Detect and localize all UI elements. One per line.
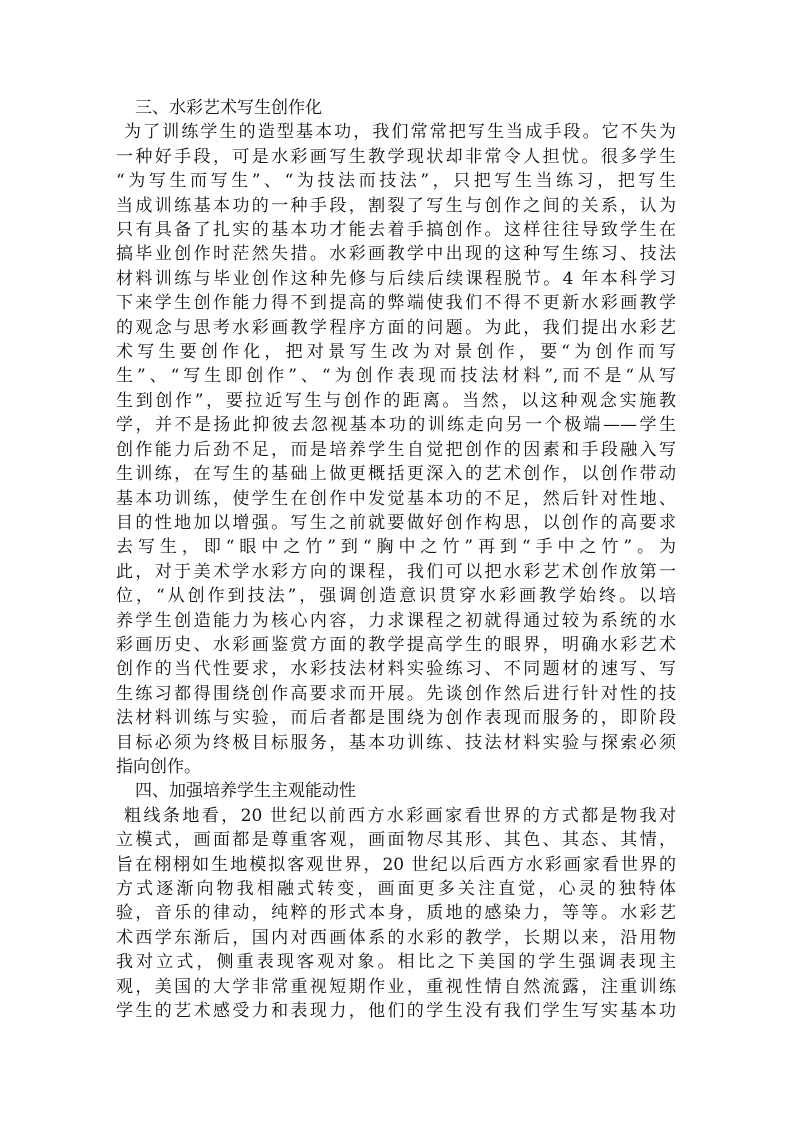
paragraph-line: 的观念与思考水彩画教学程序方面的问题。为此，我们提出水彩艺 (116, 317, 676, 338)
paragraph-line: 方式逐渐向物我相融式转变，画面更多关注直觉，心灵的独特体 (116, 879, 676, 899)
paragraph-line: 为了训练学生的造型基本功，我们常常把写生当成手段。它不失为 (124, 122, 676, 143)
paragraph-line: “为写生而写生”、“为技法而技法”，只把写生当练习，把写生 (116, 171, 676, 192)
paragraph-line: 法材料训练与实验，而后者都是围绕为创作表现而服务的，即阶段 (116, 708, 676, 729)
paragraph-line: 搞毕业创作时茫然失措。水彩画教学中出现的这种写生练习、技法 (116, 244, 676, 265)
paragraph-line: 学生的艺术感受力和表现力，他们的学生没有我们学生写实基本功 (116, 1001, 676, 1022)
paragraph-line: 生练习都得围绕创作高要求而开展。先谈创作然后进行针对性的技 (116, 683, 676, 704)
paragraph-line: 目标必须为终极目标服务，基本功训练、技法材料实验与探索必须 (116, 732, 676, 753)
document-page (116, 96, 676, 1023)
paragraph-line: 只有具备了扎实的基本功才能去着手搞创作。这样往往导致学生在 (116, 220, 676, 241)
paragraph-line: 创作能力后劲不足，而是培养学生自觉把创作的因素和手段融入写 (116, 439, 676, 460)
section-3-heading: 三、水彩艺术写生创作化 (135, 98, 322, 118)
paragraph-line: 旨在栩栩如生地模拟客观世界，20 世纪以后西方水彩画家看世界的 (116, 854, 676, 875)
paragraph-line: 粗线条地看，20 世纪以前西方水彩画家看世界的方式都是物我对 (124, 805, 676, 826)
paragraph-line: 养学生创造能力为核心内容，力求课程之初就得通过较为系统的水 (116, 610, 676, 631)
paragraph-line: 学，并不是扬此抑彼去忽视基本功的训练走向另一个极端——学生 (116, 415, 676, 436)
paragraph-line: 去写生，即“眼中之竹”到“胸中之竹”再到“手中之竹”。为 (116, 537, 676, 558)
paragraph-line: 此，对于美术学水彩方向的课程，我们可以把水彩艺术创作放第一 (116, 561, 676, 582)
section-4-heading: 四、加强培养学生主观能动性 (135, 781, 356, 802)
paragraph-line: 目的性地加以增强。写生之前就要做好创作构思，以创作的高要求 (116, 512, 676, 533)
paragraph-line: 生”、“写生即创作”、“为创作表现而技法材料”,而不是“从写 (116, 366, 676, 387)
paragraph-line: 指向创作。 (116, 756, 201, 777)
paragraph-line: 观，美国的大学非常重视短期作业，重视性情自然流露，注重训练 (116, 976, 676, 997)
paragraph-line: 术写生要创作化，把对景写生改为对景创作，要“为创作而写 (116, 342, 676, 363)
paragraph-line: 生训练，在写生的基础上做更概括更深入的艺术创作，以创作带动 (116, 464, 676, 485)
paragraph-line: 位，“从创作到技法”，强调创造意识贯穿水彩画教学始终。以培 (116, 586, 676, 607)
paragraph-line: 材料训练与毕业创作这种先修与后续后续课程脱节。4 年本科学习 (116, 268, 676, 289)
paragraph-line: 术西学东渐后，国内对西画体系的水彩的教学，长期以来，沿用物 (116, 927, 676, 948)
paragraph-line: 下来学生创作能力得不到提高的弊端使我们不得不更新水彩画教学 (116, 293, 676, 314)
section-4-paragraph (116, 804, 676, 1024)
paragraph-line: 生到创作”，要拉近写生与创作的距离。当然，以这种观念实施教 (116, 390, 676, 411)
paragraph-line: 立模式，画面都是尊重客观，画面物尽其形、其色、其态、其情， (116, 830, 676, 851)
paragraph-line: 创作的当代性要求，水彩技法材料实验练习、不同题材的速写、写 (116, 659, 676, 680)
paragraph-line: 当成训练基本功的一种手段，割裂了写生与创作之间的关系，认为 (116, 195, 676, 216)
paragraph-line: 彩画历史、水彩画鉴赏方面的教学提高学生的眼界，明确水彩艺术 (116, 634, 676, 655)
section-3-paragraph (116, 120, 676, 779)
paragraph-line: 我对立式，侧重表现客观对象。相比之下美国的学生强调表现主 (116, 952, 676, 973)
paragraph-line: 一种好手段，可是水彩画写生教学现状却非常令人担忧。很多学生 (116, 146, 676, 167)
paragraph-line: 基本功训练，使学生在创作中发觉基本功的不足，然后针对性地、 (116, 488, 676, 509)
paragraph-line: 验，音乐的律动，纯粹的形式本身，质地的感染力，等等。水彩艺 (116, 903, 676, 924)
